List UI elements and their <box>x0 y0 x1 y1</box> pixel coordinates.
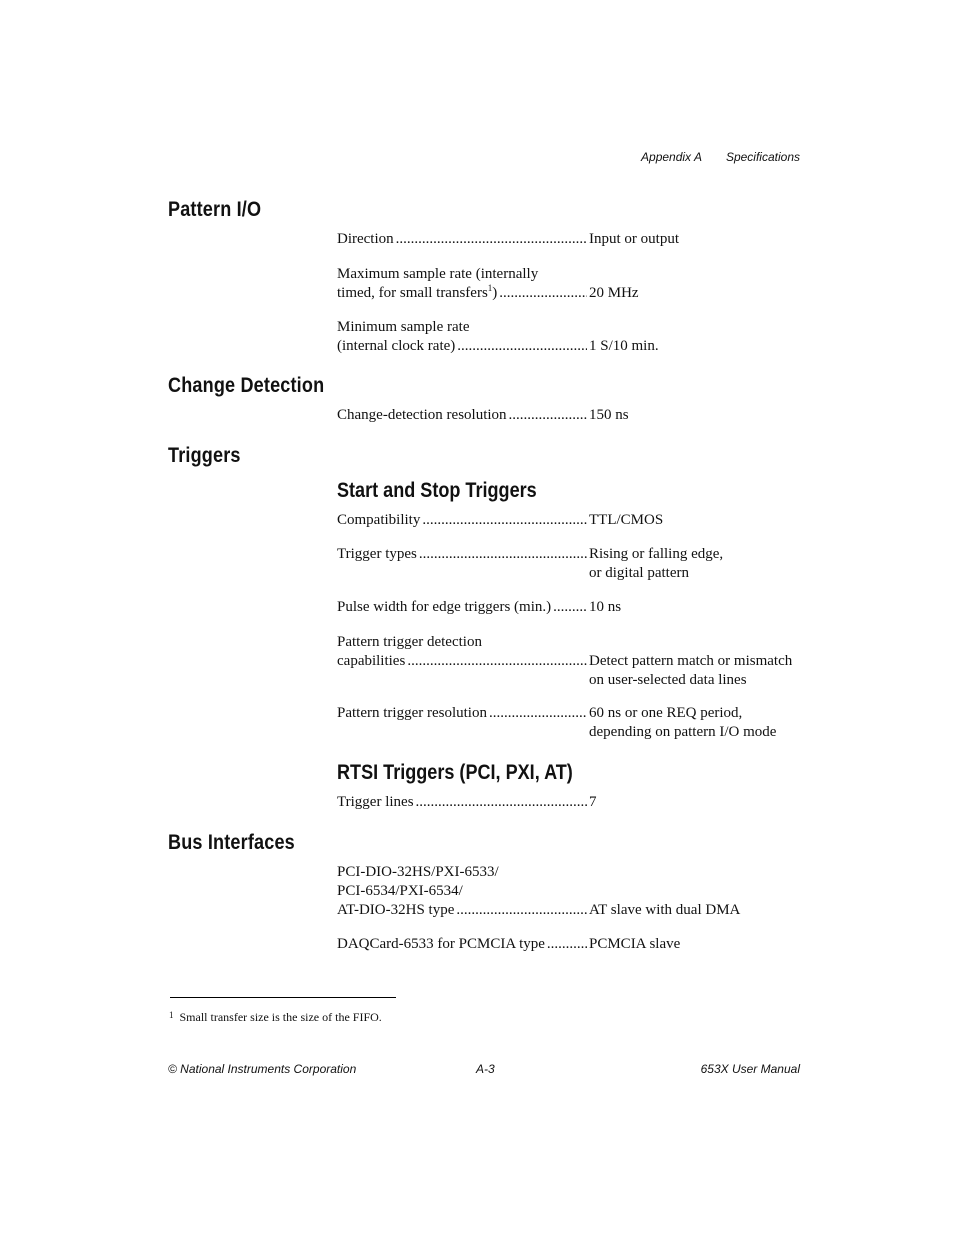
spec-label: Pulse width for edge triggers (min.) <box>337 599 552 615</box>
header-appendix: Appendix A <box>641 150 702 164</box>
spec-value: TTL/CMOS <box>589 512 664 528</box>
spec-label: AT-DIO-32HS type <box>337 902 455 918</box>
spec-label: Pattern trigger detection <box>337 634 482 650</box>
spec-value-continued: on user-selected data lines <box>589 672 747 688</box>
spec-trigger-lines <box>337 793 807 812</box>
spec-label: capabilities <box>337 653 406 669</box>
spec-value: 10 ns <box>589 599 622 615</box>
footnote-ref[interactable]: 1 <box>487 283 493 293</box>
spec-label: Trigger types <box>337 546 417 562</box>
spec-label: timed, for small transfers <box>337 285 488 301</box>
spec-daqcard-bus <box>337 935 807 954</box>
spec-label: PCI-DIO-32HS/PXI-6533/ <box>337 864 499 880</box>
spec-label: Direction <box>337 231 394 247</box>
spec-direction <box>337 230 807 249</box>
spec-label: Trigger lines <box>337 794 414 810</box>
spec-value: 60 ns or one REQ period, <box>589 705 743 721</box>
spec-label: (internal clock rate) <box>337 338 456 354</box>
spec-label: Compatibility <box>337 512 421 528</box>
spec-label-close: ) <box>492 285 498 301</box>
spec-compatibility <box>337 511 807 530</box>
footnote-divider <box>170 997 396 998</box>
heading-start-stop-triggers: Start and Stop Triggers <box>337 479 537 502</box>
footnote <box>169 1010 382 1025</box>
footer-copyright: © National Instruments Corporation <box>168 1062 357 1076</box>
spec-pulse-width <box>337 598 807 617</box>
spec-value: Detect pattern match or mismatch <box>589 653 793 669</box>
spec-label: DAQCard-6533 for PCMCIA type <box>337 936 545 952</box>
spec-value: 7 <box>589 794 597 810</box>
spec-value: Input or output <box>589 231 679 247</box>
spec-value-continued: depending on pattern I/O mode <box>589 724 777 740</box>
header-section: Specifications <box>725 150 800 164</box>
spec-pattern-resolution <box>337 704 807 742</box>
heading-triggers: Triggers <box>168 444 241 467</box>
heading-rtsi-triggers: RTSI Triggers (PCI, PXI, AT) <box>337 761 573 784</box>
spec-pattern-detection <box>337 633 807 690</box>
spec-value-continued: or digital pattern <box>589 565 689 581</box>
spec-label: Change-detection resolution <box>337 407 507 423</box>
spec-value: Rising or falling edge, <box>589 546 724 562</box>
spec-pci-bus <box>337 863 807 920</box>
running-header <box>641 150 800 164</box>
spec-label: Minimum sample rate <box>337 319 470 335</box>
spec-min-sample-rate <box>337 318 807 356</box>
spec-value: AT slave with dual DMA <box>589 902 741 918</box>
footer-manual-title: 653X User Manual <box>700 1062 800 1076</box>
spec-change-detection-resolution <box>337 406 807 425</box>
spec-value: 150 ns <box>589 407 629 423</box>
heading-bus-interfaces: Bus Interfaces <box>168 831 295 854</box>
heading-pattern-io: Pattern I/O <box>168 198 262 221</box>
spec-value: 1 S/10 min. <box>589 338 659 354</box>
spec-label: PCI-6534/PXI-6534/ <box>337 883 463 899</box>
spec-max-sample-rate <box>337 265 807 303</box>
heading-change-detection: Change Detection <box>168 374 325 397</box>
footnote-text: Small transfer size is the size of the FIFO. <box>179 1010 382 1024</box>
spec-label: Pattern trigger resolution <box>337 705 487 721</box>
spec-value: PCMCIA slave <box>589 936 681 952</box>
spec-label: Maximum sample rate (internally <box>337 266 539 282</box>
spec-value: 20 MHz <box>589 285 639 301</box>
footer-page-number: A-3 <box>476 1062 495 1076</box>
footnote-mark: 1 <box>169 1010 174 1020</box>
spec-trigger-types <box>337 545 807 583</box>
